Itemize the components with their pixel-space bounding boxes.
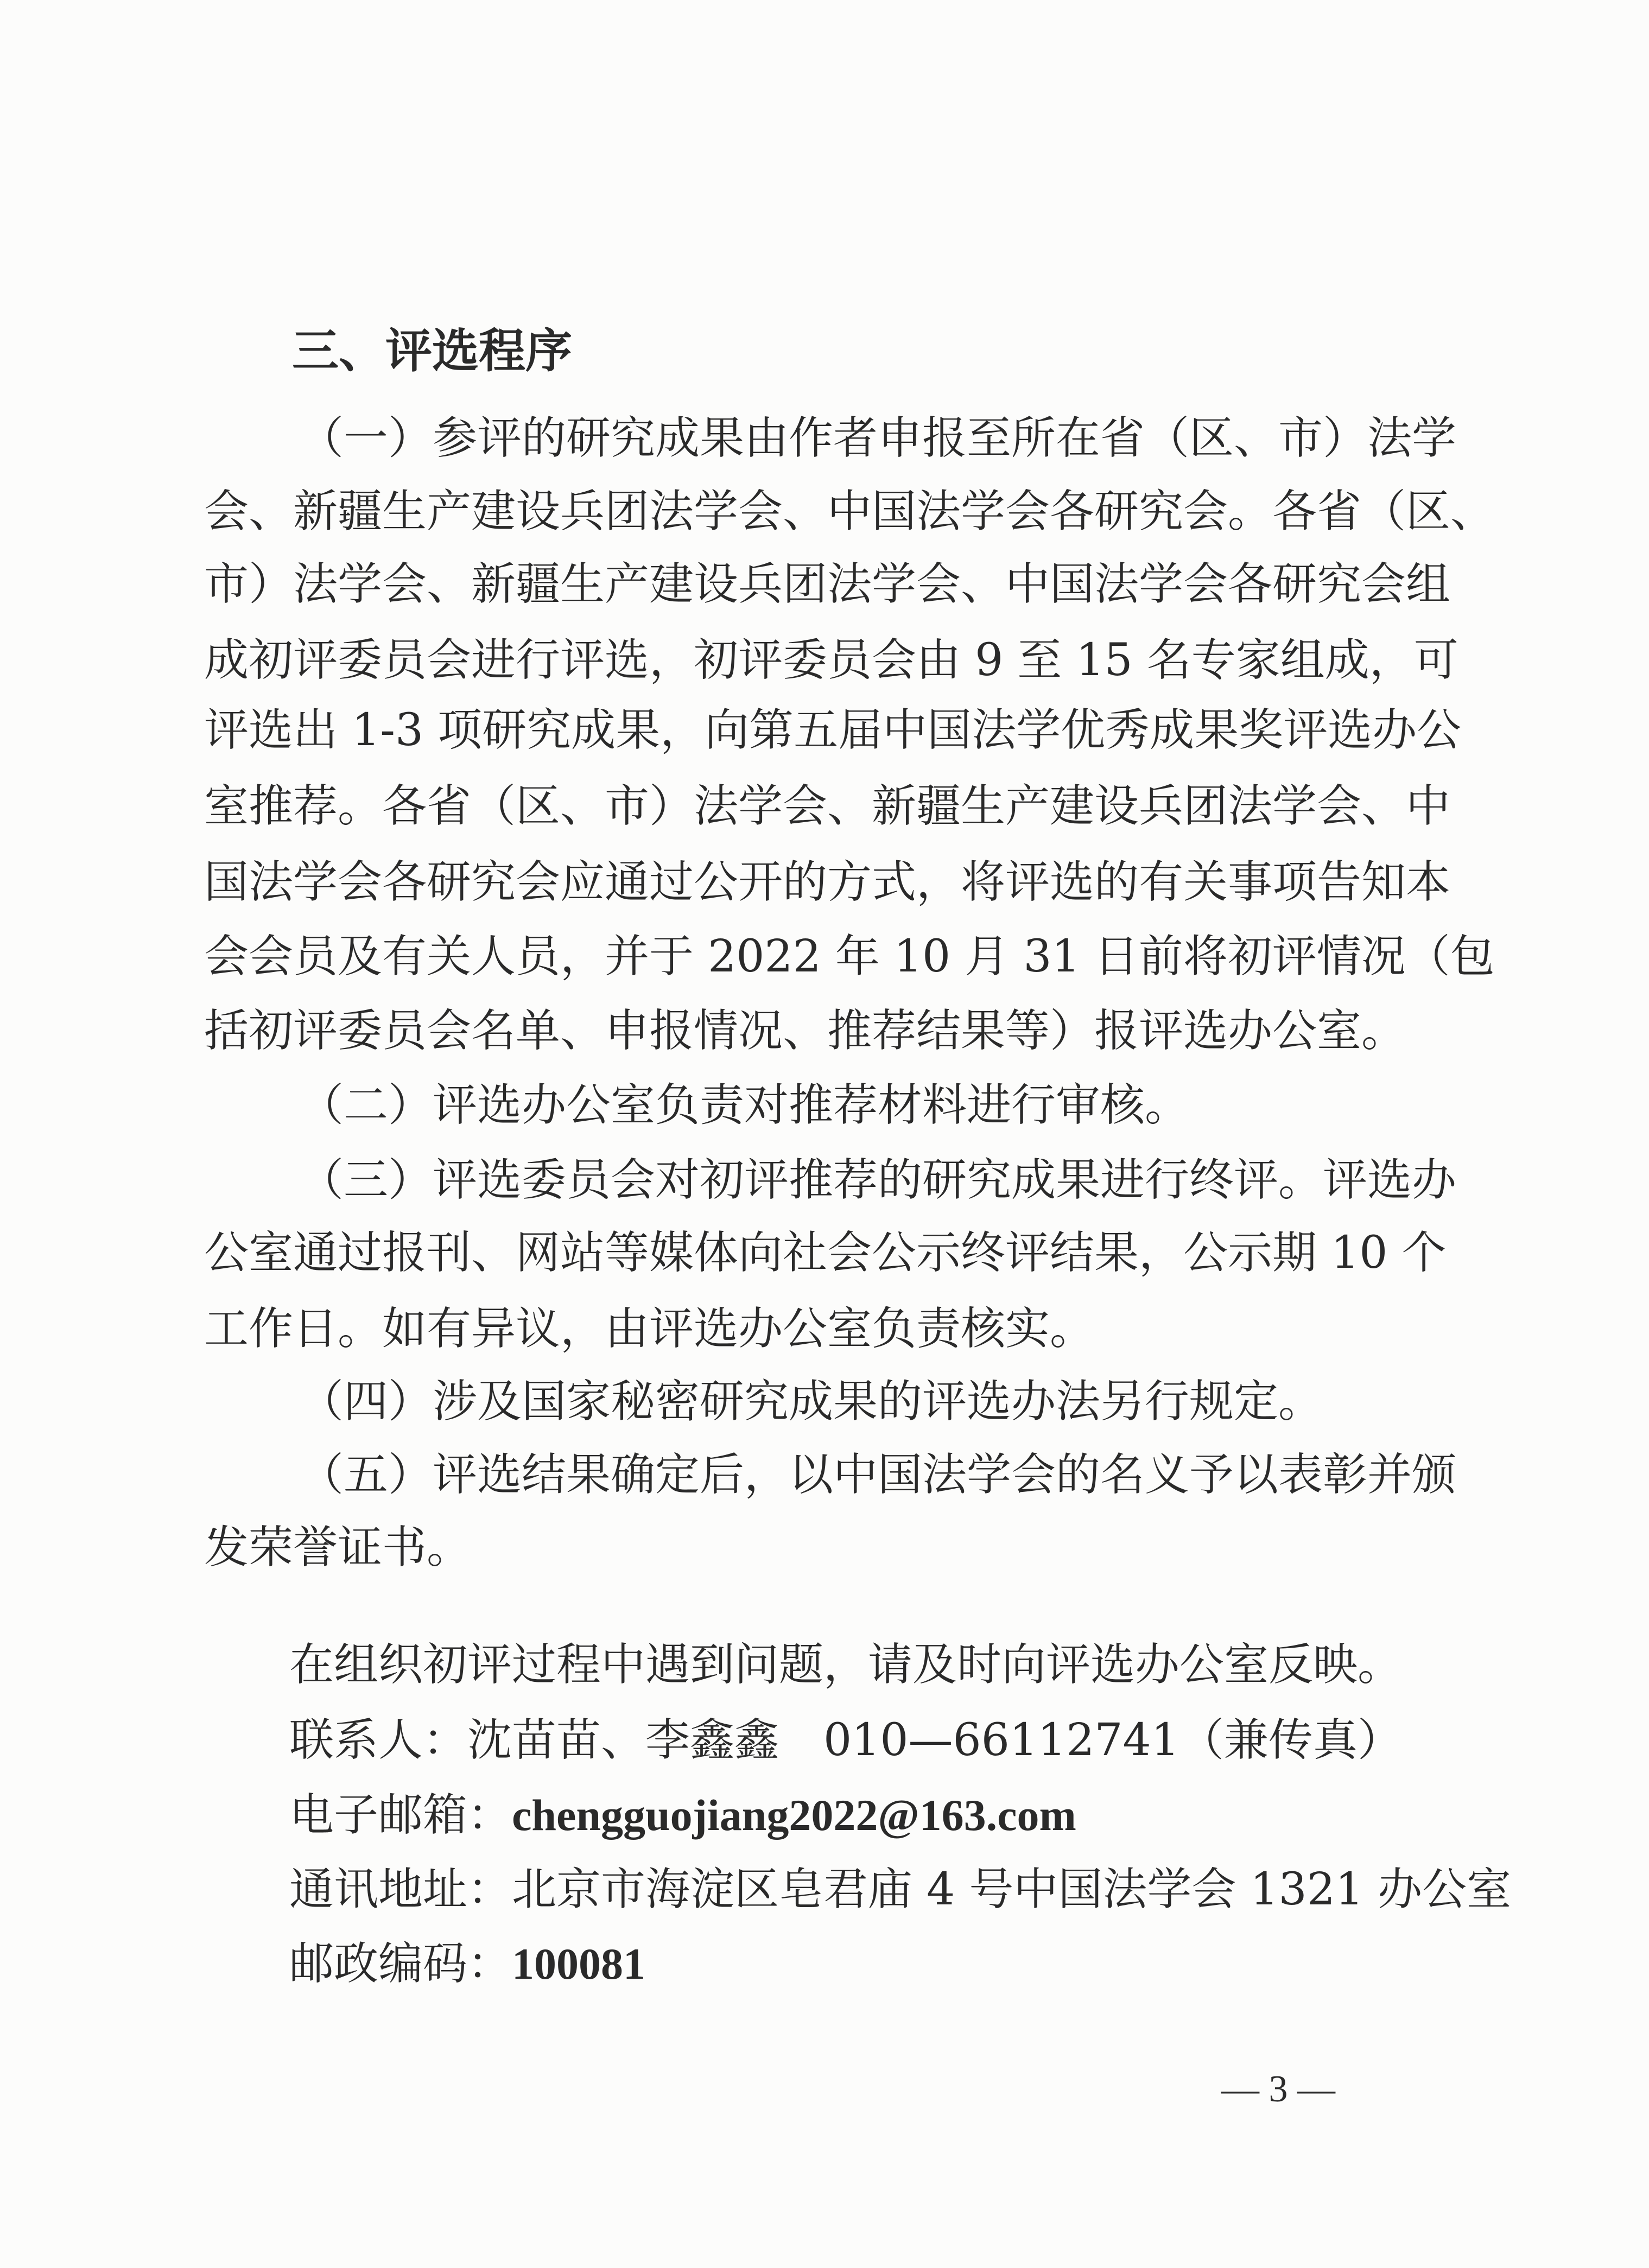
text-line: 公室通过报刊、网站等媒体向社会公示终评结果，公示期 10 个 bbox=[204, 1227, 1447, 1279]
text-line: （五）评选结果确定后，以中国法学会的名义予以表彰并颁 bbox=[299, 1449, 1457, 1501]
text-line: 评选出 1-3 项研究成果，向第五届中国法学优秀成果奖评选办公 bbox=[204, 704, 1462, 756]
text-line: 括初评委员会名单、申报情况、推荐结果等）报评选办公室。 bbox=[204, 1005, 1406, 1057]
text-line: （一）参评的研究成果由作者申报至所在省（区、市）法学 bbox=[299, 412, 1457, 464]
contact-postcode-label: 邮政编码： bbox=[289, 1938, 512, 1990]
contact-postcode bbox=[289, 1927, 645, 2001]
page-number: — 3 — bbox=[1221, 2068, 1335, 2110]
contact-email bbox=[289, 1778, 1076, 1852]
contact-person-value: 沈苗苗、李鑫鑫 010—66112741（兼传真） bbox=[467, 1714, 1402, 1766]
contact-address-value: 北京市海淀区皂君庙 4 号中国法学会 1321 办公室 bbox=[512, 1864, 1512, 1915]
contact-note: 在组织初评过程中遇到问题，请及时向评选办公室反映。 bbox=[289, 1639, 1403, 1691]
contact-postcode-value: 100081 bbox=[512, 1939, 646, 1989]
contact-address bbox=[289, 1852, 1511, 1927]
text-line: 市）法学会、新疆生产建设兵团法学会、中国法学会各研究会组 bbox=[204, 558, 1451, 610]
text-line: （二）评选办公室负责对推荐材料进行审核。 bbox=[299, 1079, 1190, 1131]
text-line: 成初评委员会进行评选，初评委员会由 9 至 15 名专家组成，可 bbox=[204, 634, 1458, 686]
contact-address-label: 通讯地址： bbox=[289, 1864, 512, 1915]
contact-person-label: 联系人： bbox=[289, 1714, 468, 1766]
text-line: （四）涉及国家秘密研究成果的评选办法另行规定。 bbox=[299, 1376, 1323, 1427]
text-line: 室推荐。各省（区、市）法学会、新疆生产建设兵团法学会、中 bbox=[204, 780, 1451, 832]
text-line: 国法学会各研究会应通过公开的方式，将评选的有关事项告知本 bbox=[204, 856, 1451, 908]
contact-email-value: chengguojiang2022@163.com bbox=[512, 1790, 1076, 1840]
text-line: 会会员及有关人员，并于 2022 年 10 月 31 日前将初评情况（包 bbox=[204, 931, 1495, 982]
text-line: 发荣誉证书。 bbox=[204, 1522, 472, 1573]
contact-person bbox=[289, 1703, 1402, 1777]
text-line: （三）评选委员会对初评推荐的研究成果进行终评。评选办 bbox=[299, 1154, 1457, 1206]
text-line: 会、新疆生产建设兵团法学会、中国法学会各研究会。各省（区、 bbox=[204, 486, 1495, 537]
contact-email-label: 电子邮箱： bbox=[289, 1789, 512, 1841]
section-heading: 三、评选程序 bbox=[292, 323, 572, 378]
text-line: 工作日。如有异议，由评选办公室负责核实。 bbox=[204, 1303, 1095, 1355]
